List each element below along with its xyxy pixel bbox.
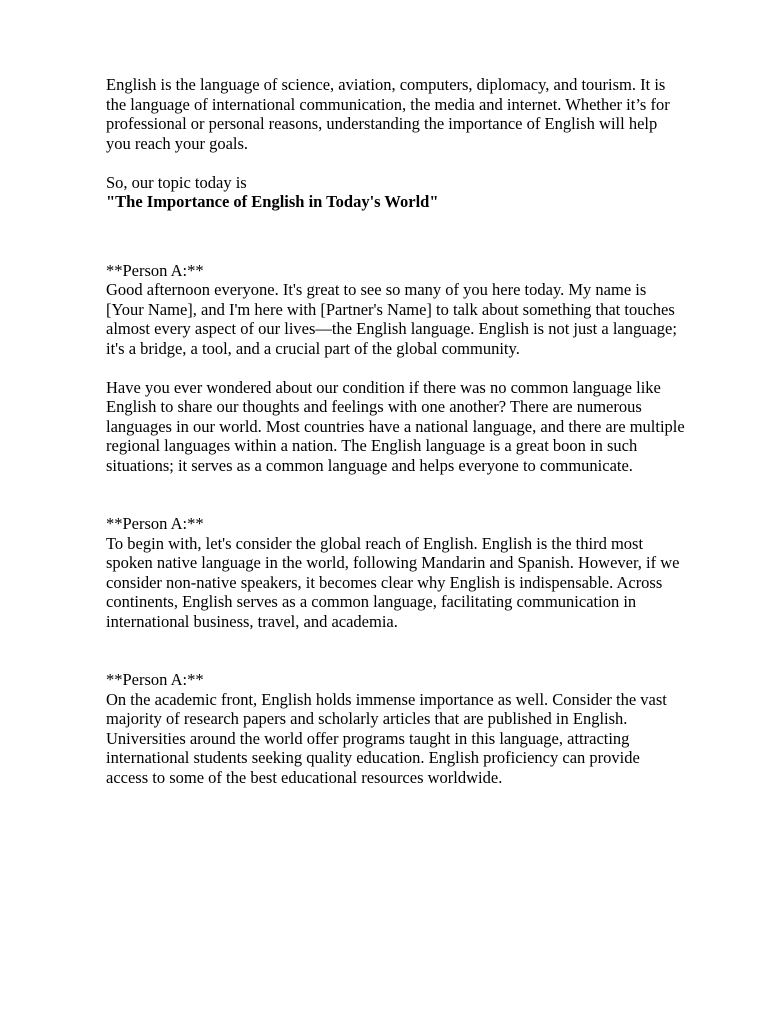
speaker-label: **Person A:**: [106, 260, 204, 280]
topic-title: "The Importance of English in Today's World": [106, 192, 439, 211]
spacer: [106, 475, 686, 514]
section-1: [106, 261, 686, 476]
spacer: [106, 631, 686, 670]
spacer: [106, 358, 686, 378]
document-page: [106, 75, 686, 787]
section-paragraph: Have you ever wondered about our condition if there was no common language like English to share our thoughts and feelings with one another? There are numerous languages in our world. Most countries have a national language, and there are multiple regional languages within a nation. The English language is a great boon in such situations; it serves as a common language and helps everyone to communicate.: [106, 377, 685, 475]
spacer: [106, 212, 686, 261]
section-paragraph: To begin with, let's consider the global reach of English. English is the third most spoken native language in the world, following Mandarin and Spanish. However, if we consider non-native speakers, it becomes clear why English is indispensable. Across continents, English serves as a common language, facilitating communication in international business, travel, and academia.: [106, 533, 680, 631]
speaker-label: **Person A:**: [106, 514, 204, 533]
section-paragraph: On the academic front, English holds immense importance as well. Consider the vast majority of research papers and scholarly articles that are published in English. Universities around the world offer programs taught in this language, attracting international students seeking quality education. English proficiency can provide access to some of the best educational resources worldwide.: [106, 689, 667, 787]
section-3: [106, 670, 686, 787]
topic-lead: So, our topic today is: [106, 172, 247, 192]
speaker-label: **Person A:**: [106, 670, 204, 689]
section-paragraph: Good afternoon everyone. It's great to see so many of you here today. My name is [Your Name], and I'm here with [Partner's Name] to talk about something that touches almost every aspect of our lives—the English language. English is not just a language; it's a bridge, a tool, and a crucial part of the global community.: [106, 280, 677, 358]
section-2: [106, 514, 686, 631]
intro-paragraph: English is the language of science, aviation, computers, diplomacy, and tourism. It is the language of international communication, the media and internet. Whether it’s for professional or personal reasons, understanding the importance of English will help you reach your goals.: [106, 75, 670, 153]
